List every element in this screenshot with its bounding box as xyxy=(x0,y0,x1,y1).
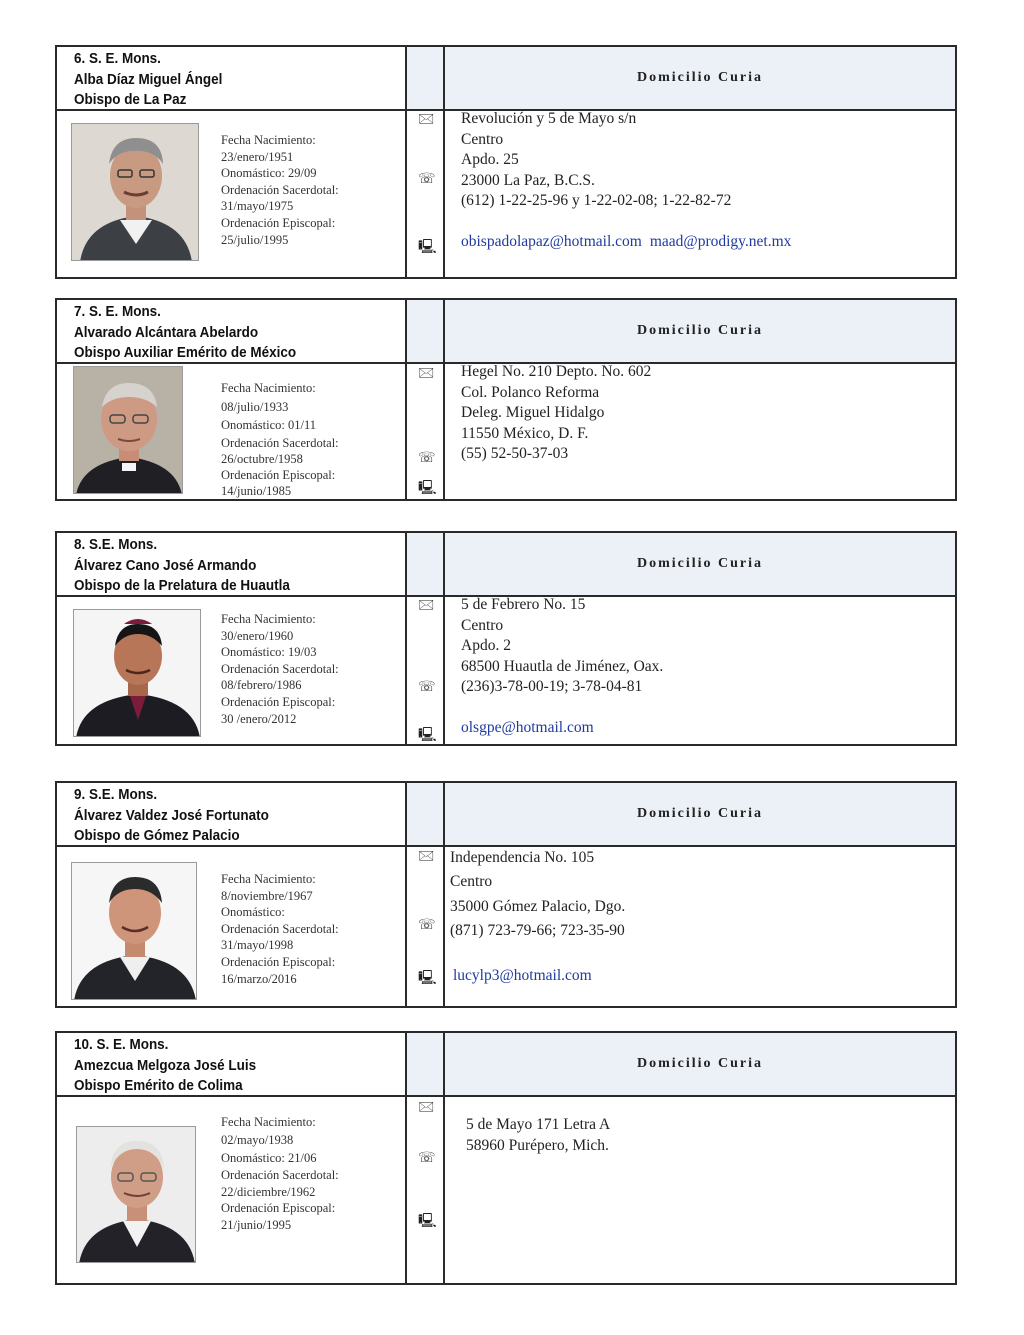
bishop-name-block xyxy=(74,49,234,111)
bishop-card xyxy=(55,781,957,1008)
bio-details: Fecha Nacimiento: 8/noviembre/1967 Onomástico: Ordenación Sacerdotal: 31/mayo/1998 Ordenación Episcopal: 16/marzo/2016 xyxy=(221,872,339,986)
card-header xyxy=(57,533,955,597)
card-header xyxy=(57,300,955,364)
card-body xyxy=(57,845,955,1006)
bishop-title: 9. S.E. Mons. xyxy=(74,787,158,803)
address-block: Revolución y 5 de Mayo s/n Centro Apdo. 25 23000 La Paz, B.C.S. (612) 1-22-25-96 y 1-22-02-08; 1-22-82-72 obispadolapaz@hotmail.com maad@prodigy.net.mx xyxy=(461,109,791,253)
bishop-card xyxy=(55,298,957,501)
bishop-photo xyxy=(76,1126,196,1263)
bishop-name-block xyxy=(74,302,313,364)
card-header xyxy=(57,783,955,847)
address-block: 5 de Mayo 171 Letra A 58960 Purépero, Mich. xyxy=(466,1116,611,1154)
card-header xyxy=(57,47,955,111)
bishop-name-block xyxy=(74,785,284,847)
curia-label: Domicilio Curia xyxy=(636,70,764,85)
computer-icon: 🖳 xyxy=(418,971,437,986)
phone-icon: ☏ xyxy=(418,451,436,466)
bishop-title: 8. S.E. Mons. xyxy=(74,537,158,553)
bio-details: Fecha Nacimiento: 08/julio/1933 Onomástico: 01/11 Ordenación Sacerdotal: 26/octubre/1958 Ordenación Episcopal: 14/junio/1985 xyxy=(221,381,339,498)
curia-label: Domicilio Curia xyxy=(636,1056,764,1071)
bishop-card xyxy=(55,1031,957,1285)
phone-icon: ☏ xyxy=(418,1151,436,1166)
email-link[interactable]: lucylp3@hotmail.com xyxy=(453,966,592,984)
bishop-name-block xyxy=(74,535,306,597)
bishop-photo xyxy=(73,609,201,737)
bishop-position: Obispo de Gómez Palacio xyxy=(74,828,240,844)
email-link[interactable]: maad@prodigy.net.mx xyxy=(649,232,792,250)
bishop-photo xyxy=(71,123,199,261)
email-link[interactable]: obispadolapaz@hotmail.com xyxy=(461,232,642,250)
bio-details: Fecha Nacimiento: 23/enero/1951 Onomástico: 29/09 Ordenación Sacerdotal: 31/mayo/1975 Ordenación Episcopal: 25/julio/1995 xyxy=(221,133,339,247)
bishop-name-block xyxy=(74,1035,270,1097)
bishop-title: 6. S. E. Mons. xyxy=(74,51,161,67)
card-header xyxy=(57,1033,955,1097)
bishop-title: 7. S. E. Mons. xyxy=(74,304,161,320)
bishop-position: Obispo Auxiliar Emérito de México xyxy=(74,345,297,361)
card-body xyxy=(57,1095,955,1283)
bishop-position: Obispo Emérito de Colima xyxy=(74,1078,243,1094)
bishop-position: Obispo de La Paz xyxy=(74,92,187,108)
address-block: Independencia No. 105 Centro 35000 Gómez Palacio, Dgo. (871) 723-79-66; 723-35-90 lucylp3@hotmail.com xyxy=(450,846,625,988)
computer-icon: 🖳 xyxy=(418,728,437,743)
email-links xyxy=(461,718,663,739)
bishop-card xyxy=(55,45,957,279)
bio-details: Fecha Nacimiento: 30/enero/1960 Onomástico: 19/03 Ordenación Sacerdotal: 08/febrero/1986 Ordenación Episcopal: 30 /enero/2012 xyxy=(221,612,339,726)
bishop-card xyxy=(55,531,957,746)
curia-label: Domicilio Curia xyxy=(636,806,764,821)
computer-icon: 🖳 xyxy=(418,1214,437,1229)
bishop-photo xyxy=(71,862,197,1000)
bio-details: Fecha Nacimiento: 02/mayo/1938 Onomástico: 21/06 Ordenación Sacerdotal: 22/diciembre/1962 Ordenación Episcopal: 21/junio/1995 xyxy=(221,1115,339,1232)
phone-icon: ☏ xyxy=(418,172,436,187)
card-body xyxy=(57,362,955,499)
computer-icon: 🖳 xyxy=(418,240,437,255)
bishop-name: Amezcua Melgoza José Luis xyxy=(74,1057,257,1074)
mail-icon: 🖂 xyxy=(418,849,435,864)
phone-icon: ☏ xyxy=(418,918,436,933)
email-links xyxy=(461,232,791,253)
bishop-name: Alvarado Alcántara Abelardo xyxy=(74,324,259,341)
bishop-name: Alba Díaz Miguel Ángel xyxy=(74,71,223,88)
email-links xyxy=(450,964,625,988)
mail-icon: 🖂 xyxy=(418,112,435,127)
bishop-name: Álvarez Cano José Armando xyxy=(74,557,257,574)
bishop-position: Obispo de la Prelatura de Huautla xyxy=(74,578,290,594)
address-block: Hegel No. 210 Depto. No. 602 Col. Polanco Reforma Deleg. Miguel Hidalgo 11550 México, D. F. (55) 52-50-37-03 xyxy=(461,363,652,463)
card-body xyxy=(57,109,955,277)
mail-icon: 🖂 xyxy=(418,598,435,613)
mail-icon: 🖂 xyxy=(418,366,435,381)
curia-label: Domicilio Curia xyxy=(636,323,764,338)
email-link[interactable]: olsgpe@hotmail.com xyxy=(461,718,594,736)
card-body xyxy=(57,595,955,744)
bishop-photo xyxy=(73,366,183,494)
curia-label: Domicilio Curia xyxy=(636,556,764,571)
phone-icon: ☏ xyxy=(418,680,436,695)
address-block: 5 de Febrero No. 15 Centro Apdo. 2 68500 Huautla de Jiménez, Oax. (236)3-78-00-19; 3-78-04-81 olsgpe@hotmail.com xyxy=(461,595,663,739)
bishop-name: Álvarez Valdez José Fortunato xyxy=(74,807,269,824)
mail-icon: 🖂 xyxy=(418,1100,435,1115)
bishop-title: 10. S. E. Mons. xyxy=(74,1037,169,1053)
computer-icon: 🖳 xyxy=(418,481,437,496)
